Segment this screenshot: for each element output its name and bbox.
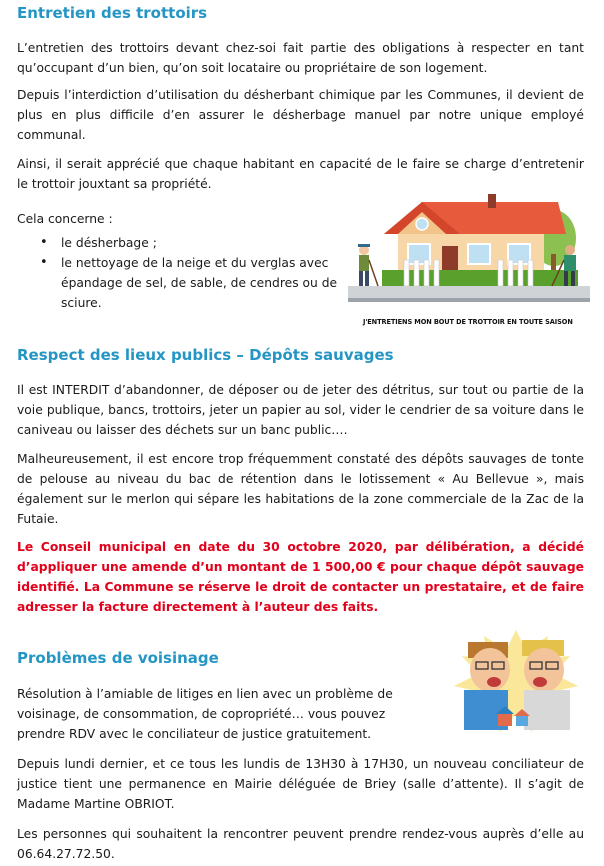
paragraph-public-1: Il est INTERDIT d’abandonner, de déposer ou de jeter des détritus, sur tout ou partie de la voie publique, bancs, trottoirs, jeter un papier au sol, vider le cendrier de sa voiture dans le caniveau ou laisser des déchets sur un banc public…. bbox=[17, 383, 584, 437]
list-item: • le désherbage ; bbox=[38, 233, 341, 253]
paragraph-public-2: Malheureusement, il est encore trop fréquemment constaté des dépôts sauvages de tonte de pelouse au niveau du bac de rétention dans le lotissement « Au Bellevue », mais également sur le merlon qui sépare les habitations de la zone commerciale de la Zac de la Futaie. bbox=[17, 452, 584, 526]
house-illustration bbox=[348, 194, 590, 306]
paragraph-neighbours-3: Les personnes qui souhaitent la rencontrer peuvent prendre rendez-vous auprès d’elle au 06.64.27.72.50. bbox=[17, 827, 584, 861]
neighbours-dispute-illustration bbox=[446, 628, 586, 738]
list-intro: Cela concerne : bbox=[17, 212, 113, 226]
list-item: • le nettoyage de la neige et du verglas avec épandage de sel, de sable, de cendres ou de sciure. bbox=[38, 253, 341, 313]
paragraph-neighbours-2: Depuis lundi dernier, et ce tous les lundis de 13H30 à 17H30, un nouveau conciliateur de justice tient une permanence en Mairie déléguée de Briey (salle d’attente). Il s’agit de Madame Martine OBRIOT. bbox=[17, 757, 584, 811]
section-title-sidewalks: Entretien des trottoirs bbox=[17, 4, 208, 22]
illustration-caption: J'ENTRETIENS MON BOUT DE TROTTOIR EN TOUTE SAISON bbox=[363, 318, 573, 326]
section-title-public-spaces: Respect des lieux publics – Dépôts sauvages bbox=[17, 346, 394, 364]
fine-notice: Le Conseil municipal en date du 30 octobre 2020, par délibération, a décidé d’appliquer une amende d’un montant de 1 500,00 € pour chaque dépôt sauvage identifié. La Commune se réserve le droit de contacter un prestataire, et de faire adresser la facture directement à l’auteur des faits. bbox=[17, 540, 584, 614]
paragraph-sidewalks-2: Depuis l’interdiction d’utilisation du désherbant chimique par les Communes, il devient de plus en plus difficile d’en assurer le désherbage manuel par notre unique employé communal. bbox=[17, 88, 584, 142]
paragraph-sidewalks-1: L’entretien des trottoirs devant chez-soi fait partie des obligations à respecter en tant qu’occupant d’un bien, qu’on soit locataire ou propriétaire de son logement. bbox=[17, 41, 584, 75]
paragraph-sidewalks-3: Ainsi, il serait apprécié que chaque habitant en capacité de le faire se charge d’entretenir le trottoir jouxtant sa propriété. bbox=[17, 157, 584, 191]
paragraph-neighbours-1: Résolution à l’amiable de litiges en lien avec un problème de voisinage, de consommation, de copropriété… vous pouvez prendre RDV avec le conciliateur de justice gratuitement. bbox=[17, 687, 393, 741]
task-list bbox=[38, 233, 341, 313]
section-title-neighbours: Problèmes de voisinage bbox=[17, 649, 219, 667]
